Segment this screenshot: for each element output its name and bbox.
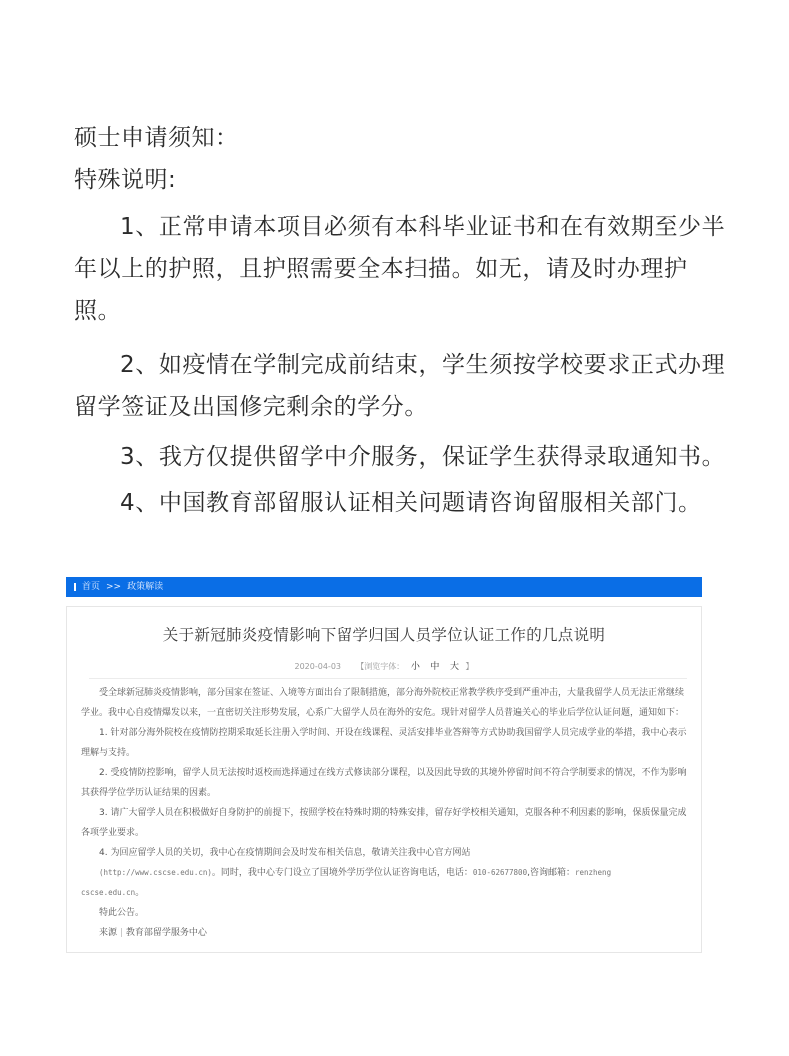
article-paragraph: 4. 为回应留学人员的关切，我中心在疫情期间会及时发布相关信息，敬请关注我中心官方网站 xyxy=(99,848,471,858)
item-text: 中国教育部留服认证相关问题请咨询留服相关部门。 xyxy=(158,490,702,516)
notice-item-4 xyxy=(74,482,734,524)
item-number: 3、 xyxy=(120,444,159,470)
font-size-medium-button[interactable]: 中 xyxy=(430,662,440,672)
notice-subheading: 特殊说明: xyxy=(74,167,177,193)
email-end: 。 xyxy=(135,888,145,898)
article-closing: 特此公告。 xyxy=(99,908,145,918)
notice-heading: 硕士申请须知： xyxy=(74,125,239,151)
email-part-1[interactable]: renzheng xyxy=(574,868,612,877)
source-label: 来源 xyxy=(99,928,118,938)
font-size-close: 】 xyxy=(465,662,474,671)
embedded-webpage-screenshot xyxy=(66,577,702,953)
article-paragraph: 2. 受疫情防控影响，留学人员无法按时返校而选择通过在线方式修读部分课程，以及因此导致的其境外停留时间不符合学制要求的情况，不作为影响其获得学位学历认证结果的因素。 xyxy=(81,768,687,798)
contact-text: 。同时，我中心专门设立了国境外学历学位认证咨询电话，电话： xyxy=(211,868,473,878)
breadcrumb-current-link[interactable]: 政策解读 xyxy=(127,582,164,592)
notice-item-3 xyxy=(74,436,734,478)
application-notice xyxy=(74,118,734,524)
article-paragraph: 1. 针对部分海外院校在疫情防控期采取延长注册入学时间、开设在线课程、灵活安排毕业答辩等方式协助我国留学人员完成学业的举措，我中心表示理解与支持。 xyxy=(81,728,687,758)
article-panel xyxy=(66,606,702,953)
breadcrumb-separator: >> xyxy=(106,582,122,592)
article-paragraph: 受全球新冠肺炎疫情影响，部分国家在签证、入境等方面出台了限制措施，部分海外院校正常教学秩序受到严重冲击，大量我留学人员无法正常继续学业。我中心自疫情爆发以来，一直密切关注形势发展，心系广大留学人员在海外的安危。现针对留学人员普遍关心的毕业后学位认证问题，通知如下： xyxy=(81,688,685,718)
font-size-small-button[interactable]: 小 xyxy=(410,662,420,672)
article-contact xyxy=(81,863,687,883)
font-size-large-button[interactable]: 大 xyxy=(449,662,459,672)
article-paragraph: 3. 请广大留学人员在积极做好自身防护的前提下，按照学校在特殊时期的特殊安排，留存好学校相关通知，克服各种不利因素的影响，保质保量完成各项学业要求。 xyxy=(81,808,687,838)
item-number: 1、 xyxy=(120,214,159,240)
article-meta xyxy=(67,659,701,672)
item-number: 4、 xyxy=(120,490,159,516)
article-email-cont xyxy=(81,883,687,903)
email-label: ,咨询邮箱： xyxy=(527,868,575,878)
notice-item-2 xyxy=(74,344,734,428)
breadcrumb-marker-icon xyxy=(74,583,76,591)
source-separator: | xyxy=(119,928,123,938)
item-text: 我方仅提供留学中介服务，保证学生获得录取通知书。 xyxy=(158,444,726,470)
article-body xyxy=(67,679,701,943)
breadcrumb-home-link[interactable]: 首页 xyxy=(82,582,101,592)
notice-item-1 xyxy=(74,206,734,332)
breadcrumb xyxy=(66,577,702,597)
item-text: 正常申请本项目必须有本科毕业证书和在有效期至少半年以上的护照，且护照需要全本扫描。如无，请及时办理护照。 xyxy=(74,214,726,324)
article-title: 关于新冠肺炎疫情影响下留学归国人员学位认证工作的几点说明 xyxy=(162,626,606,644)
item-number: 2、 xyxy=(120,352,159,378)
source-name: 教育部留学服务中心 xyxy=(125,928,207,938)
article-date: 2020-04-03 xyxy=(294,662,341,671)
article-source xyxy=(81,923,687,943)
item-text: 如疫情在学制完成前结束，学生须按学校要求正式办理留学签证及出国修完剩余的学分。 xyxy=(74,352,726,420)
website-link[interactable]: (http://www.cscse.edu.cn) xyxy=(99,868,212,877)
phone-number: 010-62677800 xyxy=(472,868,528,877)
font-size-label: 【浏览字体： xyxy=(356,662,405,671)
email-part-2[interactable]: cscse.edu.cn xyxy=(81,888,136,897)
